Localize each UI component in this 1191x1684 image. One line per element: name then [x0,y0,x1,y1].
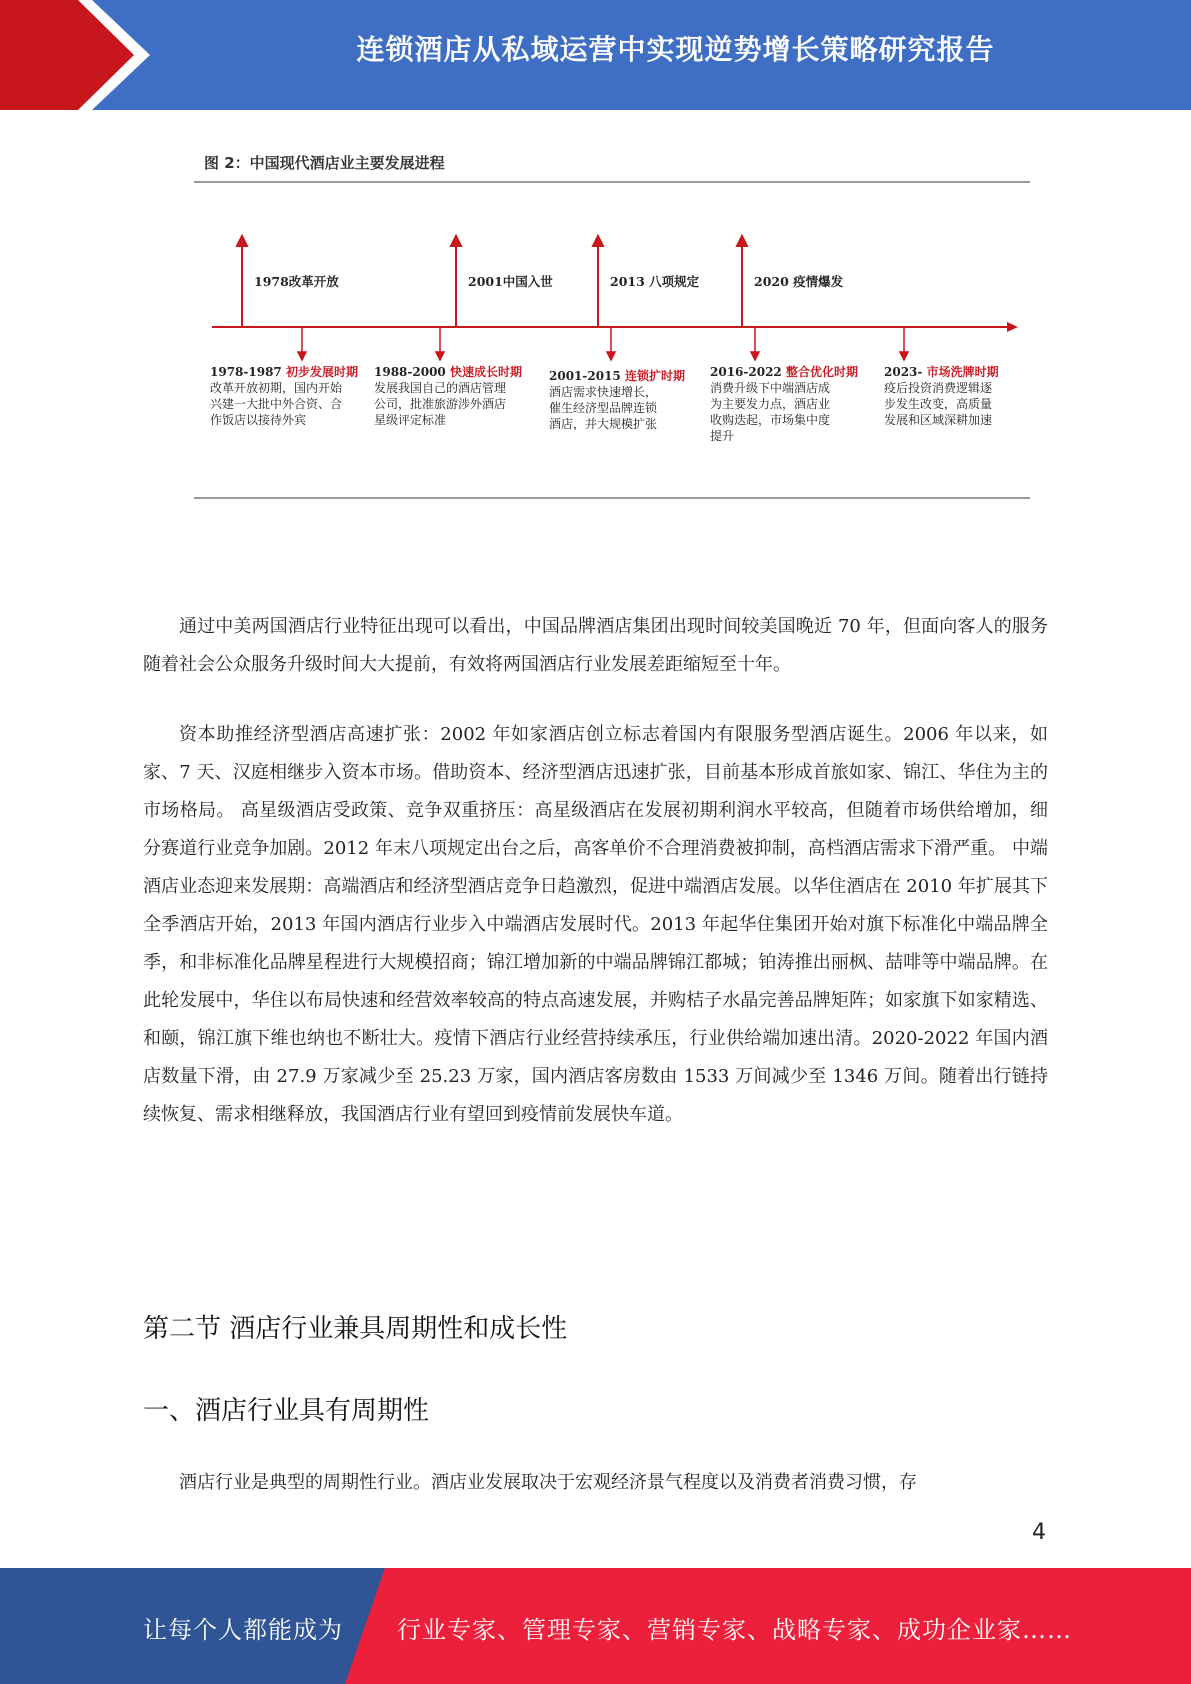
footer-slogan-left: 让每个人都能成为 [143,1616,343,1644]
period-years: 2016-2022 [710,365,782,379]
period-desc-line: 改革开放初期，国内开始 [210,381,343,395]
period-years: 1978-1987 [210,365,282,379]
period-name: 快速成长时期 [449,365,522,379]
period-years: 2023- [884,365,923,379]
timeline-figure [192,140,1032,510]
period-name: 连锁扩时期 [624,369,685,383]
period-desc-line: 兴建一大批中外合资、合 [210,397,343,411]
subsection-heading: 一、酒店行业具有周期性 [143,1396,430,1426]
period-desc-line: 收购迭起，市场集中度 [710,413,831,427]
footer-slogan-right: 行业专家、管理专家、营销专家、战略专家、成功企业家…… [397,1616,1072,1644]
event-label: 2020 疫情爆发 [754,274,844,289]
figure-caption: 图 2：中国现代酒店业主要发展进程 [204,154,445,172]
period-desc-line: 作饭店以接待外宾 [210,413,307,427]
paragraph-cyclical [143,1464,1048,1502]
period-years: 1988-2000 [374,365,446,379]
paragraph-text: 通过中美两国酒店行业特征出现可以看出，中国品牌酒店集团出现时间较美国晚近 70 年，但面向客人的服务随着社会公众服务升级时间大大提前，有效将两国酒店行业发展差距缩短至十年。 [143,616,1048,675]
event-label: 2001中国入世 [468,274,553,289]
period-desc-line: 发展和区域深耕加速 [884,413,993,427]
period-name: 整合优化时期 [785,365,858,379]
period-desc-line: 星级评定标准 [374,413,447,427]
paragraph-text: 酒店行业是典型的周期性行业。酒店业发展取决于宏观经济景气程度以及消费者消费习惯，存 [179,1472,917,1493]
event-label: 2013 八项规定 [610,274,700,289]
period-desc-line: 为主要发力点，酒店业 [710,397,831,411]
period-desc-line: 步发生改变，高质量 [884,397,993,411]
period-block [710,364,870,444]
period-desc-line: 酒店，并大规模扩张 [549,417,658,431]
period-block [210,364,370,428]
section-heading: 第二节 酒店行业兼具周期性和成长性 [143,1314,568,1344]
page-header [0,0,1191,110]
period-desc-line: 催生经济型品牌连锁 [549,401,658,415]
period-years: 2001-2015 [549,369,621,383]
period-block [549,368,699,432]
period-desc-line: 消费升级下中端酒店成 [710,381,831,395]
period-name: 初步发展时期 [285,365,358,379]
paragraph-text: 资本助推经济型酒店高速扩张：2002 年如家酒店创立标志着国内有限服务型酒店诞生。2006 年以来，如家、7 天、汉庭相继步入资本市场。借助资本、经济型酒店迅速扩张，目前基本形成首旅如家、锦江、华住为主的市场格局。 高星级酒店受政策、竞争双重挤压：高星级酒店在发展初期利润水平较高，但随着市场供给增加，细分赛道行业竞争加剧。2012 年末八项规定出台之后，高客单价不合理消费被抑制，高档酒店需求下滑严重。 中端酒店业态迎来发展期：高端酒店和经济型酒店竞争日趋激烈，促进中端酒店发展。以华住酒店在 2010 年扩展其下全季酒店开始，2013 年国内酒店行业步入中端酒店发展时代。2013 年起华住集团开始对旗下标准化中端品牌全季，和非标准化品牌星程进行大规模招商；锦江增加新的中端品牌锦江都城；铂涛推出丽枫、喆啡等中端品牌。在此轮发展中，华住以布局快速和经营效率较高的特点高速发展，并购桔子水晶完善品牌矩阵；如家旗下如家精选、和颐，锦江旗下维也纳也不断壮大。疫情下酒店行业经营持续承压，行业供给端加速出清。2020-2022 年国内酒店数量下滑，由 27.9 万家减少至 25.23 万家，国内酒店客房数由 1533 万间减少至 1346 万间。随着出行链持续恢复、需求相继释放，我国酒店行业有望回到疫情前发展快车道。 [143,724,1048,1125]
period-desc-line: 公司，批准旅游涉外酒店 [374,397,507,411]
period-block [374,364,534,428]
header-chevron-decoration [0,0,160,110]
paragraph-intro [143,608,1048,684]
period-desc-line: 发展我国自己的酒店管理 [374,381,507,395]
period-desc-line: 提升 [710,429,735,443]
period-block [884,364,1029,428]
period-desc-line: 酒店需求快速增长， [549,385,658,399]
report-title: 连锁酒店从私域运营中实现逆势增长策略研究报告 [356,33,995,66]
page-number: 4 [1032,1520,1046,1545]
paragraph-expansion [143,716,1048,1134]
period-desc-line: 疫后投资消费逻辑逐 [884,381,993,395]
timeline-graphic [192,140,1032,510]
period-name: 市场洗牌时期 [926,365,999,379]
event-label: 1978改革开放 [254,274,339,289]
